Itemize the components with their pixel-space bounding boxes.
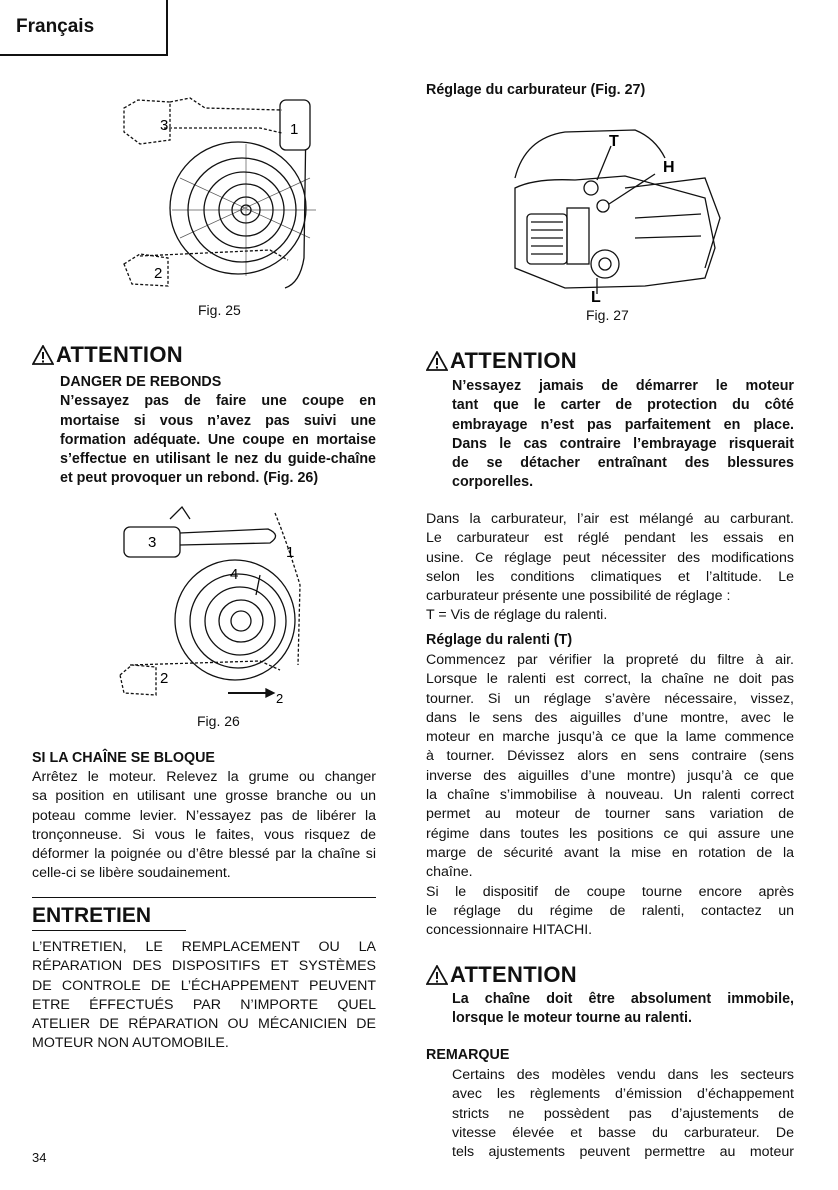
section-rule bbox=[32, 897, 376, 898]
fig26-illustration bbox=[110, 505, 330, 710]
chain-stuck-body: Arrêtez le moteur. Relevez la grume ou changer sa position en utilisant une grosse branche ou un poteau comme levier. N’essayez pas de libérer la tronçonneuse. Si vous le faites, vous risquez de déformer la poignée ou d’être blessé par la chaîne si celle-ci se libère soudainement. bbox=[32, 769, 376, 882]
warning1-line: s’effectue en utilisant le nez du guide-chaîne bbox=[60, 451, 376, 468]
warning1-line: et peut provoquer un rebond. (Fig. 26) bbox=[60, 470, 319, 487]
fig25-caption: Fig. 25 bbox=[198, 302, 241, 318]
idle-body: Commencez par vérifier la propreté du filtre à air. Lorsque le ralenti est correct, la chaîne ne doit pas tourner. Si un réglage s’avère nécessaire, vissez, dans le sens des aiguilles d’une montre, avec le moteur en marche jusqu’à ce que la lame commence à tourner. Dévissez alors en sens contraire (sens inverse des aiguilles d’une montre) jusqu’à ce que la chaîne s’immobilise à nouveau. Un ralenti correct permet au moteur de tourner sans variation de régime dans toutes les positions ce qui assure une marge de sécurité avant la mise en rotation de la chaîne. Si le dispositif de coupe tourne encore après le réglage du régime de ralenti, contactez un concessionnaire HITACHI. bbox=[426, 652, 794, 939]
svg-text:4: 4 bbox=[230, 566, 239, 583]
section-title-underline bbox=[32, 930, 186, 931]
carb-title: Réglage du carburateur (Fig. 27) bbox=[426, 82, 646, 98]
warning1-subtitle: DANGER DE REBONDS bbox=[60, 374, 222, 390]
fig27-label-l: L bbox=[591, 289, 601, 304]
svg-text:3: 3 bbox=[160, 117, 169, 134]
carb-body: Dans la carburateur, l’air est mélangé au carburant. Le carburateur est réglé pendant les essais en usine. Ce réglage peut nécessiter des modifications selon les conditions climatiques et l’altitude. Le carburateur présente une possibilité de réglage : T = Vis de réglage du ralenti. bbox=[426, 511, 794, 624]
svg-text:2: 2 bbox=[276, 691, 284, 706]
warning1-body bbox=[60, 373, 376, 489]
svg-text:2: 2 bbox=[154, 265, 163, 282]
fig27-label-h: H bbox=[663, 159, 675, 176]
warning2-body: N’essayez jamais de démarrer le moteur tant que le carter de protection du côté embrayage n’est pas parfaitement en place. Dans le cas contraire l’embrayage risquerait de se détacher entraînant des blessures corporelles. bbox=[452, 378, 794, 491]
warning2-heading: ATTENTION bbox=[426, 348, 577, 374]
fig27-illustration bbox=[505, 118, 725, 304]
warning1-line: mortaise si vous n’avez pas suivi une bbox=[60, 412, 376, 429]
language-label: Français bbox=[16, 16, 95, 37]
svg-text:3: 3 bbox=[148, 534, 157, 551]
idle-title: Réglage du ralenti (T) bbox=[426, 632, 573, 648]
warning1-line: N’essayez pas de faire une coupe en bbox=[60, 393, 376, 410]
warning-triangle-icon bbox=[32, 345, 54, 365]
fig27-caption: Fig. 27 bbox=[586, 307, 629, 323]
svg-text:2: 2 bbox=[160, 670, 169, 687]
page-number: 34 bbox=[32, 1150, 47, 1165]
warning1-line: formation adéquate. Une coupe en mortaise bbox=[60, 431, 376, 448]
warning-triangle-icon bbox=[426, 965, 448, 985]
fig25-illustration bbox=[110, 88, 340, 298]
fig26-caption: Fig. 26 bbox=[197, 713, 240, 729]
svg-text:1: 1 bbox=[290, 121, 299, 138]
maintenance-title: ENTRETIEN bbox=[32, 904, 152, 927]
warning3-body: La chaîne doit être absolument immobile, lorsque le moteur tourne au ralenti. bbox=[452, 991, 794, 1027]
maintenance-body: L’ENTRETIEN, LE REMPLACEMENT OU LA RÉPARATION DES DISPOSITIFS ET SYSTÈMES DE CONTROLE DE L’ÉCHAPPEMENT PEUVENT ETRE ÉFFECTUÉS PAR N’IMPORTE QUEL ATELIER DE RÉPARATION OU MÉCANICIEN DE MOTEUR NON AUTOMOBILE. bbox=[32, 939, 376, 1052]
fig27-label-t: T bbox=[609, 133, 619, 150]
note-body: Certains des modèles vendu dans les secteurs avec les règlements d’émission d’échappement stricts ne possèdent pas d’ajustements de vitesse élevée et basse du carburateur. De tels ajustements peuvent permettre au moteur bbox=[452, 1067, 794, 1161]
language-tab bbox=[0, 0, 168, 56]
warning-triangle-icon bbox=[426, 351, 448, 371]
svg-text:1: 1 bbox=[286, 544, 295, 561]
note-title: REMARQUE bbox=[426, 1047, 510, 1063]
chain-stuck-title: SI LA CHAÎNE SE BLOQUE bbox=[32, 750, 215, 766]
warning3-heading: ATTENTION bbox=[426, 962, 577, 988]
warning1-heading: ATTENTION bbox=[32, 342, 183, 368]
